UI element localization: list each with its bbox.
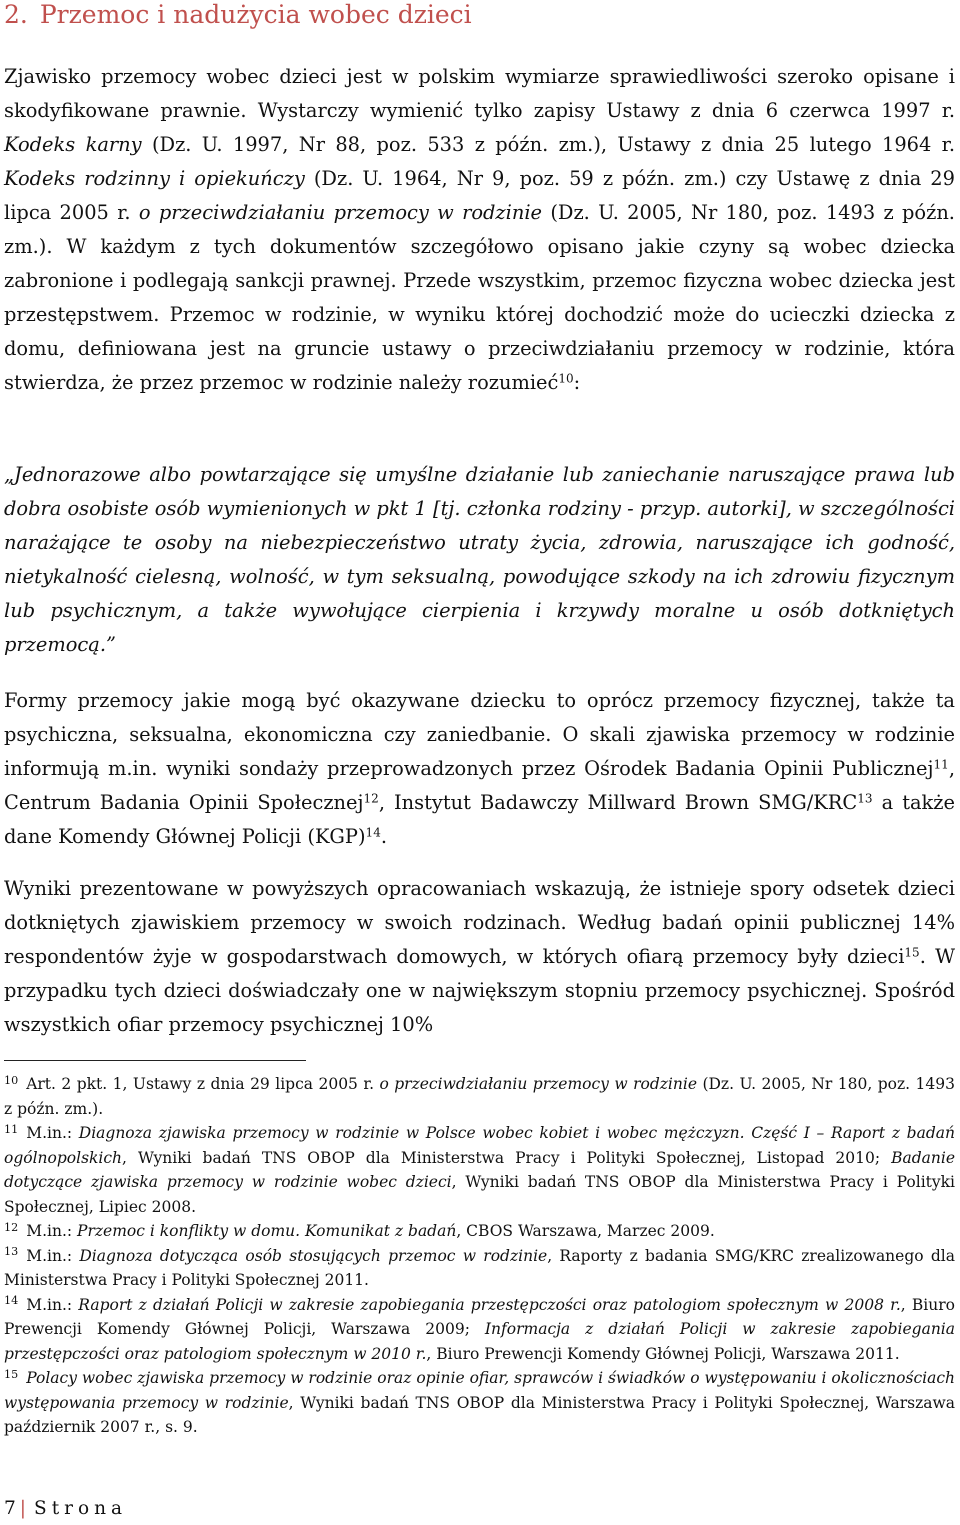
- footnote-reference: 12: [363, 791, 379, 806]
- text-run: , Wyniki badań TNS OBOP dla Ministerstwa Pracy i Polityki Społecznej, Lipiec 2008.: [4, 1173, 955, 1216]
- footer-label: Strona: [34, 1498, 128, 1519]
- footnote-number: 11: [4, 1122, 19, 1136]
- italic-text: Przemoc i konflikty w domu. Komunikat z badań: [77, 1222, 457, 1240]
- italic-text: Kodeks karny: [4, 133, 142, 156]
- italic-text: Polacy wobec zjawiska przemocy w rodzinie oraz opinie ofiar, sprawców i świadków o występowaniu i okolicznościach występowania przemocy w rodzinie: [4, 1369, 955, 1412]
- text-run: , Wyniki badań TNS OBOP dla Ministerstwa Pracy i Polityki Społecznej, Warszawa październik 2007 r., s. 9.: [4, 1393, 955, 1436]
- text-run: a także dane Komendy Głównej Policji (KGP): [4, 791, 955, 848]
- italic-text: Kodeks rodzinny i opiekuńczy: [4, 167, 305, 190]
- text-run: „Jednorazowe albo powtarzające się umyślne działanie lub zaniechanie naruszające prawa lub dobra osobiste osób wymienionych w pkt 1 [tj. członka rodziny - przyp. autorki], w szczególności narażające te osoby na niebezpieczeństwo utraty życia, zdrowia, naruszające ich godność, nietykalność cielesną, wolność, w tym seksualną, powodujące szkody na ich zdrowiu fizycznym lub psychicznym, a także wywołujące cierpienia i krzywdy moralne u osób dotkniętych przemocą.”: [4, 463, 955, 656]
- text-run: , Biuro Prewencji Komendy Głównej Policji, Warszawa 2011.: [426, 1344, 900, 1363]
- footnote-number: 10: [4, 1073, 19, 1087]
- page-number: 7: [4, 1498, 16, 1519]
- text-run: :: [573, 371, 581, 394]
- footnote-reference: 10: [558, 371, 574, 386]
- footnote-reference: 14: [365, 825, 381, 840]
- footnotes: [4, 1072, 955, 1440]
- footnote-14: [4, 1293, 955, 1367]
- text-run: , Raporty z badania SMG/KRC zrealizowanego dla Ministerstwa Pracy i Polityki Społecznej 2011.: [4, 1246, 955, 1289]
- footnote-11: [4, 1121, 955, 1219]
- italic-text: Informacja z działań Policji w zakresie zapobiegania przestępczości oraz patologiom społecznym w 2010 r.: [4, 1320, 955, 1363]
- footnote-separator: [4, 1060, 306, 1061]
- text-run: M.in.:: [26, 1124, 79, 1142]
- text-run: (Dz. U. 2005, Nr 180, poz. 1493 z późn. zm.). W każdym z tych dokumentów szczegółowo opisano jakie czyny są wobec dziecka zabronione i podlegają sankcji prawnej. Przede wszystkim, przemoc fizyczna wobec dziecka jest przestępstwem. Przemoc w rodzinie, w wyniku której dochodzić może do ucieczki dziecka z domu, definiowana jest na gruncie ustawy o przeciwdziałaniu przemocy w rodzinie, która stwierdza, że przez przemoc w rodzinie należy rozumieć: [4, 201, 955, 394]
- text-run: . W przypadku tych dzieci doświadczały one w największym stopniu przemocy psychicznej. Spośród wszystkich ofiar przemocy psychicznej 10%: [4, 945, 955, 1036]
- italic-text: o przeciwdziałaniu przemocy w rodzinie: [379, 1075, 697, 1093]
- italic-text: o przeciwdziałaniu przemocy w rodzinie: [138, 201, 543, 224]
- definition-quote: [4, 458, 955, 662]
- italic-text: Diagnoza zjawiska przemocy w rodzinie w Polsce wobec kobiet i wobec mężczyzn. Część I – Raport z badań ogólnopolskich: [4, 1124, 955, 1167]
- footnote-number: 15: [4, 1367, 19, 1381]
- text-run: .: [380, 825, 388, 848]
- footnote-number: 14: [4, 1294, 19, 1308]
- text-run: (Dz. U. 2005, Nr 180, poz. 1493 z późn. zm.).: [4, 1075, 955, 1118]
- text-run: , CBOS Warszawa, Marzec 2009.: [456, 1222, 715, 1240]
- text-run: , Wyniki badań TNS OBOP dla Ministerstwa Pracy i Polityki Społecznej, Listopad 2010;: [122, 1148, 892, 1167]
- paragraph-forms-of-violence: [4, 684, 955, 854]
- footnote-12: [4, 1219, 955, 1244]
- text-run: M.in.:: [26, 1222, 78, 1240]
- text-run: M.in.:: [26, 1295, 79, 1314]
- italic-text: Diagnoza dotycząca osób stosujących przemoc w rodzinie: [79, 1246, 548, 1265]
- section-title: Przemoc i nadużycia wobec dzieci: [39, 0, 472, 29]
- section-heading: [4, 0, 472, 30]
- section-number: 2.: [4, 0, 28, 29]
- footnote-number: 13: [4, 1245, 19, 1259]
- paragraph-legal-basis: [4, 60, 955, 400]
- italic-text: Badanie dotyczące zjawiska przemocy w rodzinie wobec dzieci: [4, 1148, 955, 1191]
- italic-text: Raport z działań Policji w zakresie zapobiegania przestępczości oraz patologiom społecznym w 2008 r.: [78, 1295, 901, 1314]
- footnote-10: [4, 1072, 955, 1121]
- text-run: , Biuro Prewencji Komendy Głównej Policji, Warszawa 2009;: [4, 1295, 955, 1338]
- text-run: Formy przemocy jakie mogą być okazywane dziecku to oprócz przemocy fizycznej, także ta psychiczna, seksualna, ekonomiczna czy zaniedbanie. O skali zjawiska przemocy w rodzinie informują m.in. wyniki sondaży przeprowadzonych przez Ośrodek Badania Opinii Publicznej: [4, 689, 955, 780]
- footnote-reference: 15: [904, 945, 920, 960]
- text-run: M.in.:: [26, 1246, 80, 1265]
- footnote-number: 12: [4, 1220, 19, 1234]
- text-run: Art. 2 pkt. 1, Ustawy z dnia 29 lipca 2005 r.: [26, 1075, 380, 1093]
- text-run: (Dz. U. 1964, Nr 9, poz. 59 z późn. zm.) czy Ustawę z dnia 29 lipca 2005 r.: [4, 167, 955, 224]
- footer-separator: |: [19, 1498, 27, 1519]
- text-run: Zjawisko przemocy wobec dzieci jest w polskim wymiarze sprawiedliwości szeroko opisane i skodyfikowane prawnie. Wystarczy wymienić tylko zapisy Ustawy z dnia 6 czerwca 1997 r.: [4, 65, 955, 122]
- footnote-reference: 13: [857, 791, 873, 806]
- footnote-13: [4, 1244, 955, 1293]
- text-run: (Dz. U. 1997, Nr 88, poz. 533 z późn. zm.), Ustawy z dnia 25 lutego 1964 r.: [141, 133, 955, 156]
- footnote-reference: 11: [933, 757, 949, 772]
- footnote-15: [4, 1366, 955, 1440]
- page-footer: [4, 1496, 127, 1522]
- text-run: , Instytut Badawczy Millward Brown SMG/KRC: [378, 791, 858, 814]
- text-run: , Centrum Badania Opinii Społecznej: [4, 757, 955, 814]
- text-run: Wyniki prezentowane w powyższych opracowaniach wskazują, że istnieje spory odsetek dzieci dotkniętych zjawiskiem przemocy w swoich rodzinach. Według badań opinii publicznej 14% respondentów żyje w gospodarstwach domowych, w których ofiarą przemocy były dzieci: [4, 877, 955, 968]
- paragraph-survey-results: [4, 872, 955, 1042]
